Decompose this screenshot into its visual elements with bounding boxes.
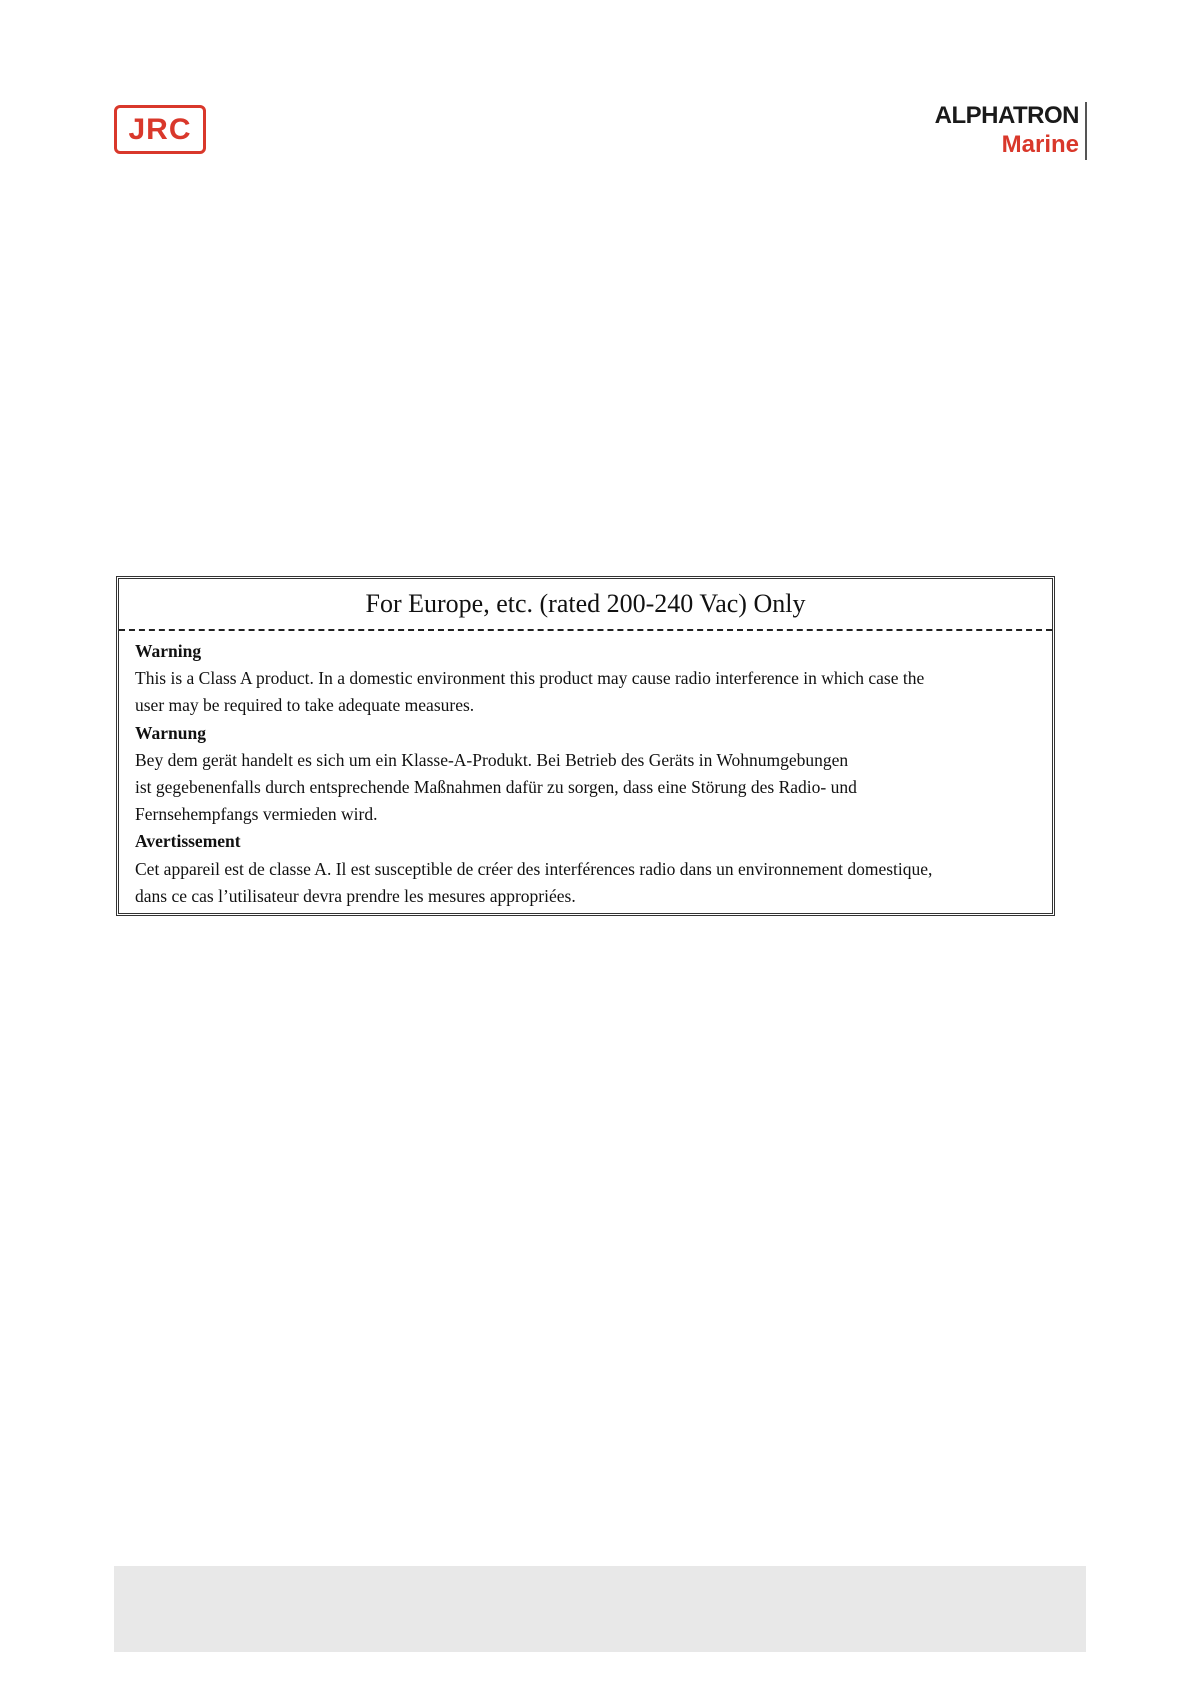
alphatron-logo-sub: Marine	[1001, 131, 1079, 158]
notice-text-warnung: Bey dem gerät handelt es sich um ein Klasse-A-Produkt. Bei Betrieb des Geräts in Wohnumgebungen ist gegebenenfalls durch entsprechende Maßnahmen dafür zu sorgen, dass eine Störung des Radio- und Fernsehempfangs vermieden wird.	[135, 749, 857, 825]
notice-title: For Europe, etc. (rated 200-240 Vac) Only	[119, 579, 1052, 631]
notice-section-warning	[135, 638, 1036, 720]
regulatory-notice-box	[116, 576, 1055, 916]
notice-section-avertissement	[135, 828, 1036, 910]
notice-heading-warnung: Warnung	[135, 722, 206, 743]
jrc-logo-text: JRC	[128, 112, 192, 146]
alphatron-marine-logo	[925, 102, 1087, 160]
notice-heading-avertissement: Avertissement	[135, 831, 241, 852]
notice-body	[119, 631, 1052, 910]
notice-text-warning: This is a Class A product. In a domestic environment this product may cause radio interference in which case the user may be required to take adequate measures.	[135, 668, 925, 716]
alphatron-logo-name: ALPHATRON	[934, 102, 1079, 129]
notice-text-avertissement: Cet appareil est de classe A. Il est susceptible de créer des interférences radio dans un environnement domestique, dans ce cas l’utilisateur devra prendre les mesures appropriées.	[135, 858, 933, 906]
notice-heading-warning: Warning	[135, 641, 202, 661]
jrc-logo	[114, 105, 206, 154]
notice-section-warnung	[135, 720, 1036, 829]
footer-bar	[114, 1566, 1086, 1652]
